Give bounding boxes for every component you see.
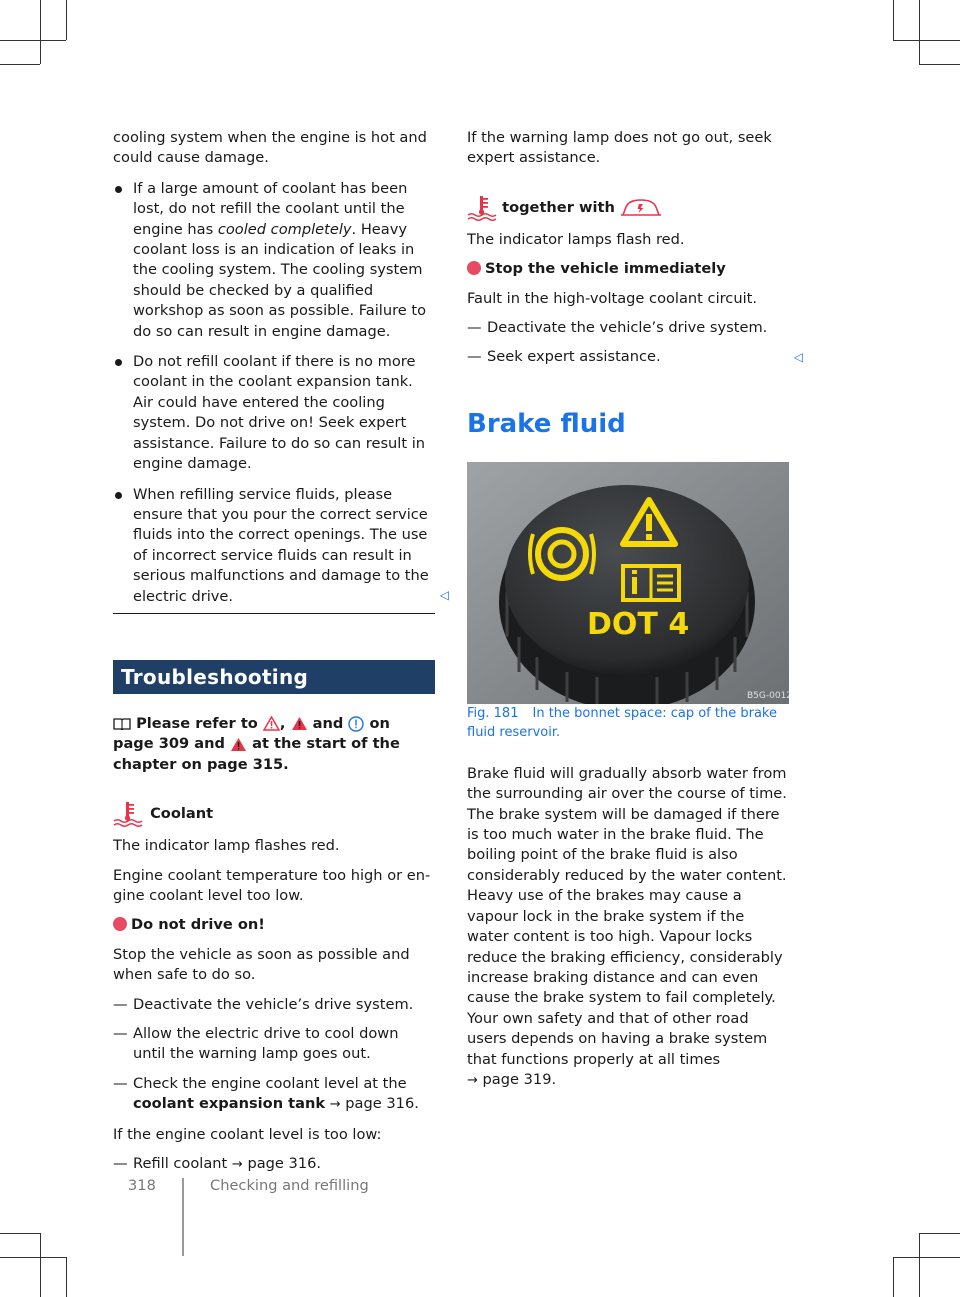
emphasis-text: cooled completely [217, 220, 352, 238]
section-title-bar: Troubleshooting [113, 660, 435, 694]
warning-outline-icon [263, 716, 280, 731]
combined-lamp-heading: together with [467, 195, 789, 221]
photo-code: B5G-0012 [747, 690, 789, 701]
crop-mark [0, 40, 66, 41]
bullet-item: If a large amount of coolant has been lost, do not refill the coolant until the engine has cooled completely. Heavy coolant loss is an indication of leaks in the cooling system. The cooling system should be checked by a qualified workshop as soon as possible. Failure to do so can result in engine damage. [113, 179, 435, 342]
crop-mark [893, 1257, 960, 1258]
action-step: — Refill coolant → page 316. [113, 1155, 322, 1173]
left-column [113, 128, 449, 1175]
coolant-heading: Coolant [113, 801, 435, 827]
brake-cap-image [467, 462, 789, 704]
action-step: — Seek expert assistance. ◁ [467, 347, 789, 367]
crop-mark [66, 0, 67, 40]
crop-mark [919, 0, 920, 64]
page-ref-arrow-icon: → [231, 1157, 243, 1173]
crop-mark [893, 1257, 894, 1297]
brake-fluid-heading: Brake fluid [467, 408, 626, 439]
action-step: — Deactivate the vehicle’s drive system. [113, 995, 414, 1013]
section-end-marker: ◁ [439, 587, 449, 602]
stop-heading: Do not drive on! [113, 915, 435, 935]
action-step: — Check the engine coolant level at the coolant expansion tank → page 316. [113, 1074, 419, 1113]
page-number: 318 [128, 1177, 156, 1194]
stop-icon [467, 261, 481, 275]
vehicle-fault-icon [620, 196, 662, 220]
section-end-marker: ◁ [793, 350, 803, 365]
bullet-item: Do not refill coolant if there is no more coolant in the coolant expansion tank. Air could have entered the cooling system. Do not drive on! Seek expert assistance. Failure to do so can result in engine damage. [113, 352, 435, 474]
warning-filled-icon [230, 737, 247, 752]
figure-caption: Fig. 181 In the bonnet space: cap of the brake fluid reservoir. [467, 705, 777, 740]
chapter-title: Checking and refilling [210, 1177, 369, 1194]
brake-fluid-text: Brake fluid will gradually absorb water from the surrounding air over the course of time. The brake system will be damaged if there is too much water in the brake fluid. The boiling point of the brake fluid is also considerably reduced by the water content. Heavy use of the brakes may cause a vapour lock in the brake system if the water content is too high. Vapour locks reduce the braking efficiency, considerably increase braking distance and can even cause the brake system to fail completely. Your own safety and that of other road users depends on having a brake system that functions properly at all times → page 319. [467, 764, 787, 1088]
action-step: — Allow the electric drive to cool down until the warning lamp goes out. [113, 1025, 399, 1063]
crop-mark [40, 0, 41, 64]
refer-note: Please refer to , and on page 309 and at the start of the chapter on page 315. [113, 714, 400, 773]
crop-mark [919, 1233, 920, 1297]
flash-text: The indicator lamps flash red. [467, 230, 685, 248]
coolant-temperature-icon [467, 195, 497, 221]
stop-text: Stop the vehicle as soon as possible and when safe to do so. [113, 945, 410, 984]
crop-mark [919, 1233, 960, 1234]
action-step: — Deactivate the vehicle’s drive system. [467, 319, 768, 337]
crop-mark [0, 64, 40, 65]
cap-label: DOT 4 [587, 606, 690, 642]
crop-mark [0, 1233, 40, 1234]
book-icon [113, 717, 131, 730]
coolant-temperature-icon [113, 801, 143, 827]
fault-text: Fault in the high-voltage coolant circuit. [467, 289, 757, 307]
warning-lamp-text: If the warning lamp does not go out, seek expert assistance. [467, 129, 772, 167]
bullet-item: When refilling service fluids, please ensure that you pour the correct service fluids into the correct openings. The use of incorrect service fluids can result in serious malfunctions and damage to the electric drive. ◁ [113, 485, 435, 607]
flash-text: The indicator lamp flashes red. [113, 837, 340, 855]
page-ref-arrow-icon: → [329, 1097, 341, 1113]
intro-text: cooling system when the engine is hot and could cause damage. [113, 129, 427, 167]
crop-mark [66, 1257, 67, 1297]
crop-mark [40, 1233, 41, 1297]
warning-filled-icon [291, 716, 308, 731]
crop-mark [919, 64, 960, 65]
info-circle-icon [348, 716, 364, 732]
stop-heading: Stop the vehicle immediately [467, 259, 789, 279]
crop-mark [893, 0, 894, 40]
temperature-text: Engine coolant temperature too high or engine coolant level too low. [113, 866, 431, 904]
warning-end-rule [113, 613, 435, 614]
right-column [467, 128, 803, 1091]
stop-icon [113, 917, 127, 931]
brake-fluid-cap-photo [467, 462, 789, 704]
low-level-text: If the engine coolant level is too low: [113, 1125, 382, 1143]
page-ref-arrow-icon: → [467, 1072, 478, 1088]
crop-mark [0, 1257, 66, 1258]
figure-number: Fig. 181 [467, 705, 519, 721]
footer-divider [182, 1178, 184, 1256]
crop-mark [893, 40, 960, 41]
